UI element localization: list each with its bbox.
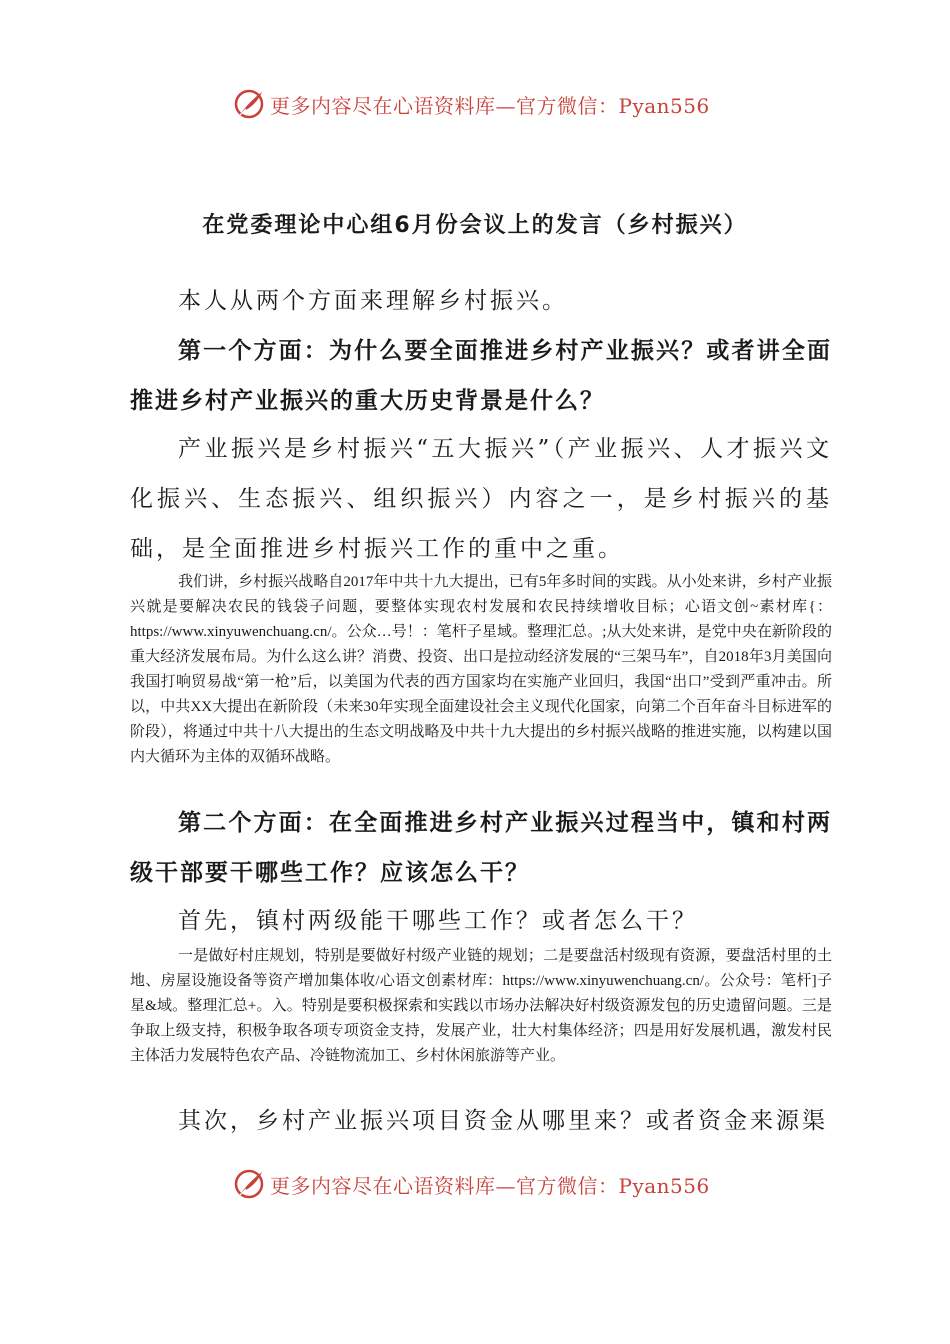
document-title: 在党委理论中心组6月份会议上的发言（乡村振兴） xyxy=(202,213,748,238)
quill-logo-icon xyxy=(232,87,266,121)
section-heading-2: 第二个方面：在全面推进乡村产业振兴过程当中，镇和村两级干部要干哪些工作？应该怎么干？ xyxy=(130,810,832,886)
footer-banner xyxy=(232,1166,710,1202)
wechat-id: Pyan556 xyxy=(618,93,710,118)
header-banner xyxy=(232,86,710,122)
paragraph-industry: 产业振兴是乡村振兴“五大振兴”（产业振兴、人才振兴文化振兴、生态振兴、组织振兴）内容之一，是乡村振兴的基础，是全面推进乡村振兴工作的重中之重。 xyxy=(130,436,832,562)
banner-text: 更多内容尽在心语资料库—官方微信：Pyan556 xyxy=(270,93,710,118)
paragraph-second: 其次，乡村产业振兴项目资金从哪里来？或者资金来源渠 xyxy=(178,1108,828,1134)
banner-text: 更多内容尽在心语资料库—官方微信：Pyan556 xyxy=(270,1173,710,1198)
section-heading-1: 第一个方面：为什么要全面推进乡村产业振兴？或者讲全面推进乡村产业振兴的重大历史背景是什么？ xyxy=(130,338,832,414)
paragraph-intro: 本人从两个方面来理解乡村振兴。 xyxy=(178,288,568,314)
paragraph-first: 首先，镇村两级能干哪些工作？或者怎么干？ xyxy=(178,908,698,934)
paragraph-background: 我们讲，乡村振兴战略自2017年中共十九大提出，已有5年多时间的实践。从小处来讲，乡村产业振兴就是要解决农民的钱袋子问题，要整体实现农村发展和农民持续增收目标；心语文创~素材库{：https://www.xinyuwenchuang.cn/。公众…号！：笔杆子星域。整理汇总。;从大处来讲，是党中央在新阶段的重大经济发展布局。为什么这么讲？消费、投资、出口是拉动经济发展的“三架马车”，自2018年3月美国向我国打响贸易战“第一枪”后，以美国为代表的西方国家均在实施产业回归，我国“出口”受到严重冲击。所以，中共XX大提出在新阶段（未来30年实现全面建设社会主义现代化国家，向第二个百年奋斗目标进军的阶段），将通过中共十八大提出的生态文明战略及中共十九大提出的乡村振兴战略的推进实施，以构建以国内大循环为主体的双循环战略。 xyxy=(130,574,832,765)
wechat-id: Pyan556 xyxy=(618,1173,710,1198)
paragraph-tasks: 一是做好村庄规划，特别是要做好村级产业链的规划；二是要盘活村级现有资源，要盘活村里的土地、房屋设施设备等资产增加集体收/心语文创素材库：https://www.xinyuwenchuang.cn/。公众号：笔杆]子星&域。整理汇总+。入。特别是要积极探索和实践以市场办法解决好村级资源发包的历史遗留问题。三是争取上级支持，积极争取各项专项资金支持，发展产业，壮大村集体经济；四是用好发展机遇，激发村民主体活力发展特色农产品、冷链物流加工、乡村休闲旅游等产业。 xyxy=(130,948,832,1064)
quill-logo-icon xyxy=(232,1167,266,1201)
